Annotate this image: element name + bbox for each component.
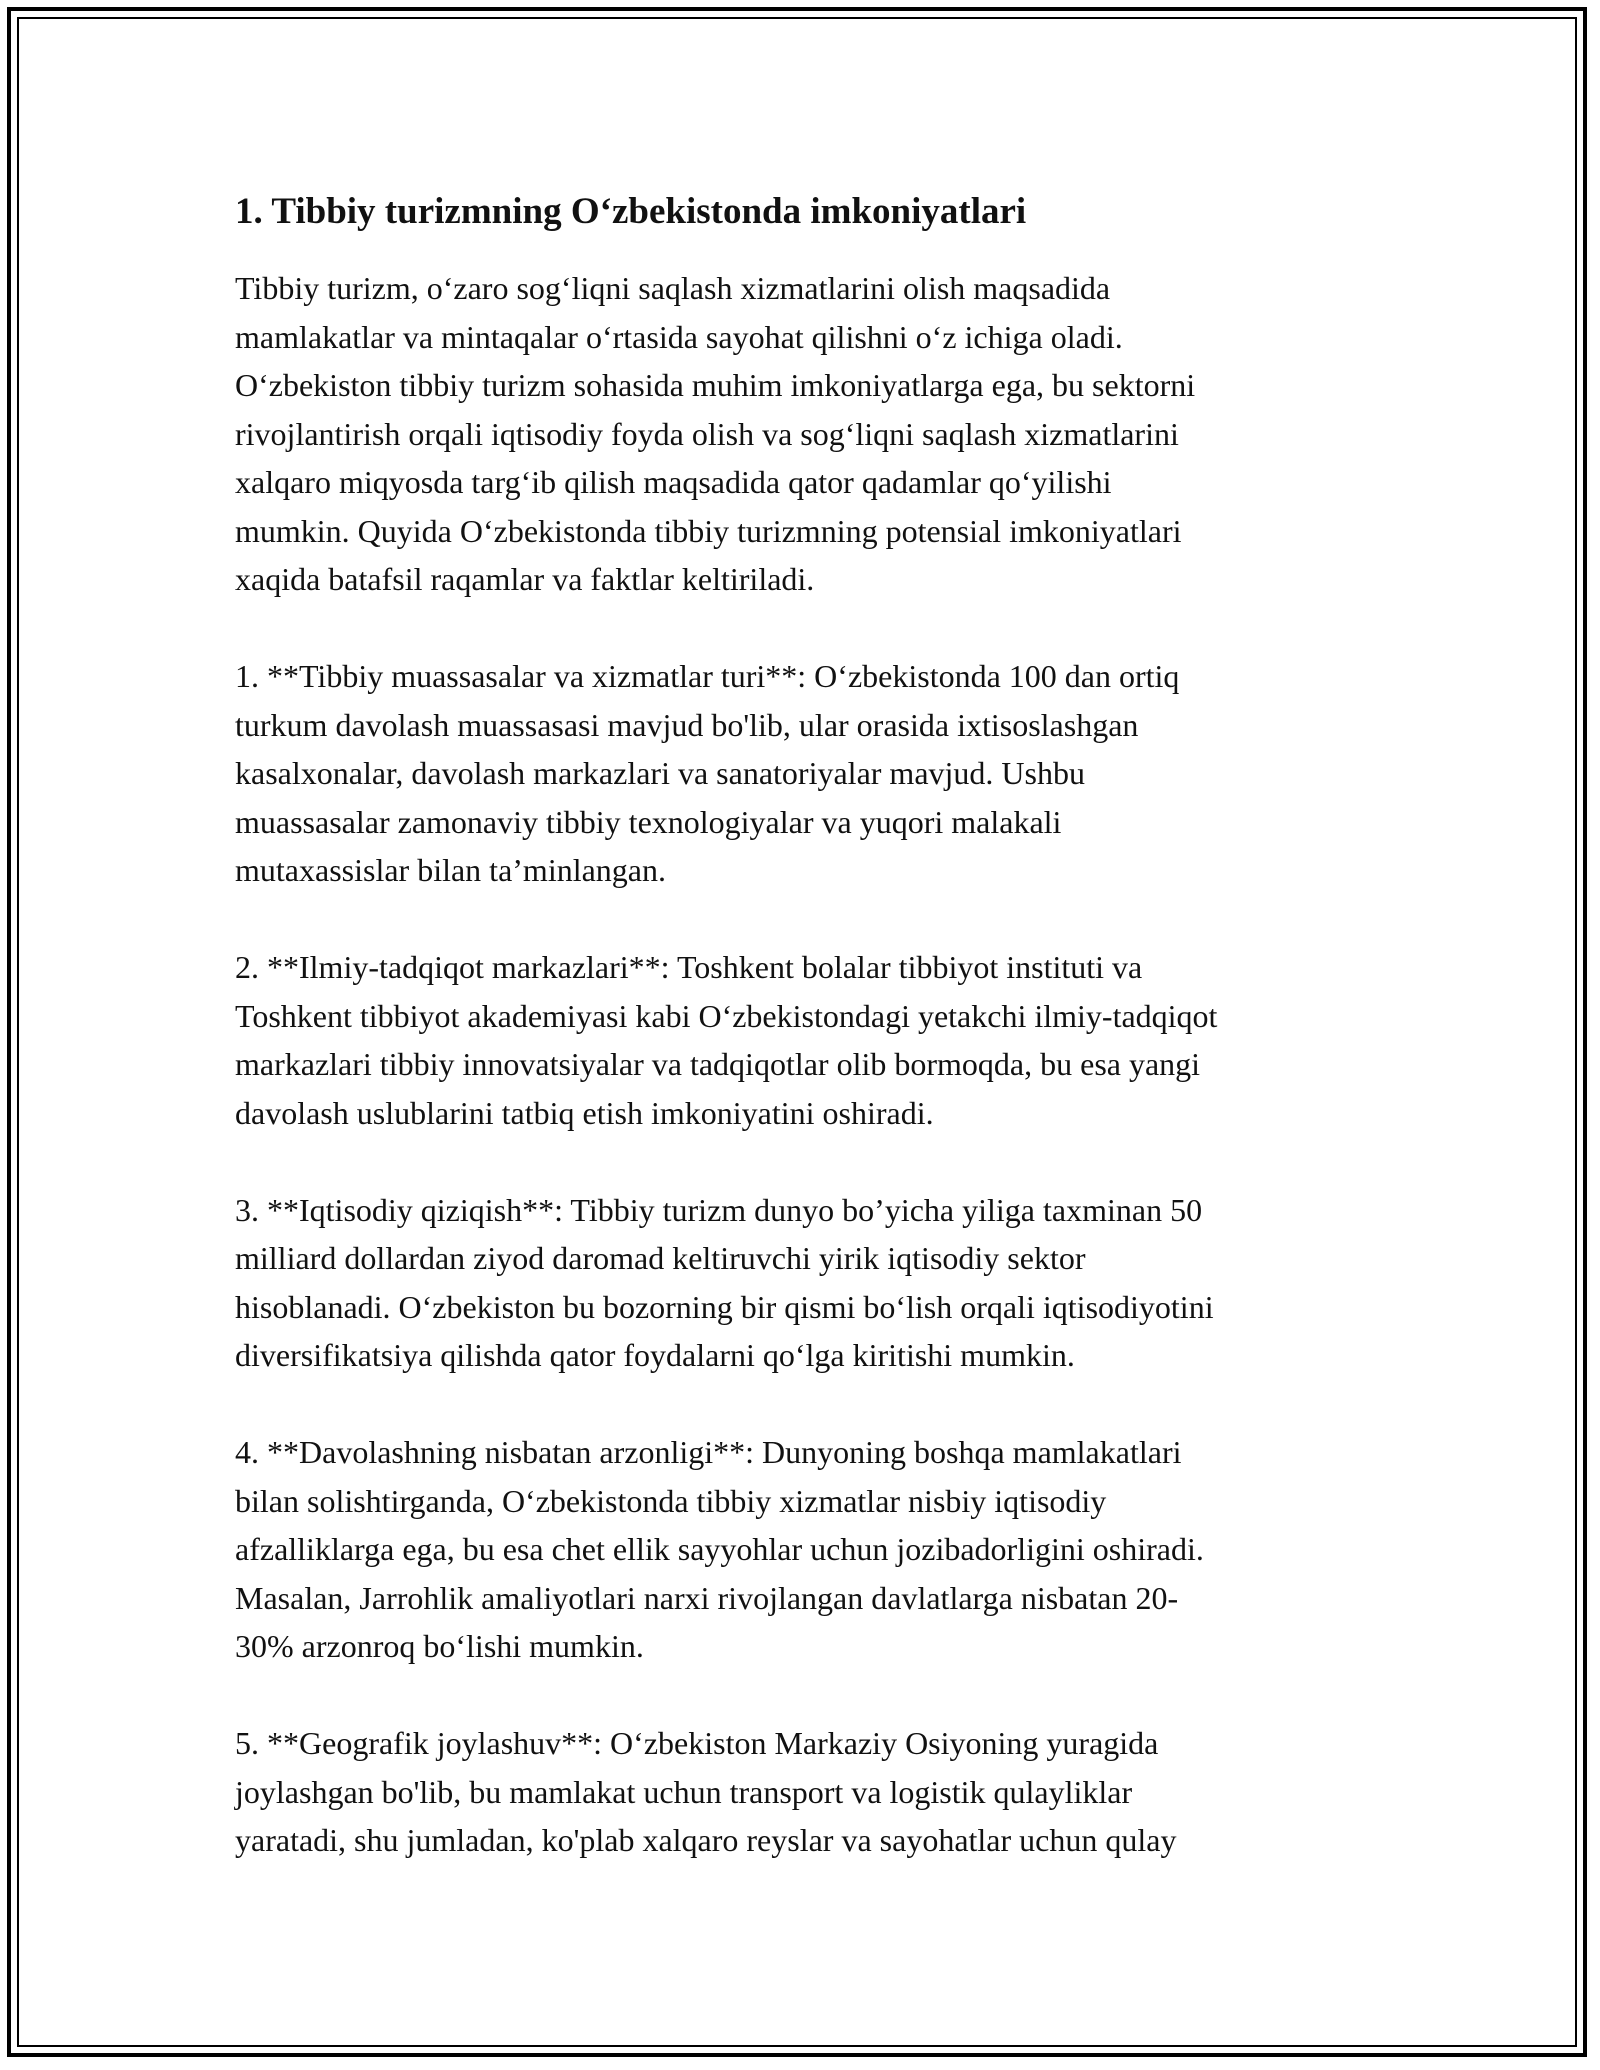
list-item-geographic-location	[235, 1719, 1385, 1865]
list-item-economic-interest	[235, 1186, 1385, 1380]
text-line: 5. **Geografik joylashuv**: O‘zbekiston Markaziy Osiyoning yuragida	[235, 1725, 1159, 1761]
text-line: mutaxassislar bilan ta’minlangan.	[235, 852, 666, 888]
text-line: 1. **Tibbiy muassasalar va xizmatlar turi**: O‘zbekistonda 100 dan ortiq	[235, 658, 1180, 694]
text-line: xalqaro miqyosda targ‘ib qilish maqsadida qator qadamlar qo‘yilishi	[235, 464, 1112, 500]
text-line: 4. **Davolashning nisbatan arzonligi**: Dunyoning boshqa mamlakatlari	[235, 1434, 1182, 1470]
text-line: mumkin. Quyida O‘zbekistonda tibbiy turizmning potensial imkoniyatlari	[235, 512, 1182, 549]
text-line: rivojlantirish orqali iqtisodiy foyda olish va sog‘liqni saqlash xizmatlarini	[235, 415, 1179, 452]
text-line: afzalliklarga ega, bu esa chet ellik sayyohlar uchun jozibadorligini oshiradi.	[235, 1531, 1204, 1567]
text-line: yaratadi, shu jumladan, ko'plab xalqaro reyslar va sayohatlar uchun qulay	[235, 1822, 1177, 1858]
text-line: O‘zbekiston tibbiy turizm sohasida muhim imkoniyatlarga ega, bu sektorni	[235, 367, 1196, 403]
text-line: kasalxonalar, davolash markazlari va sanatoriyalar mavjud. Ushbu	[235, 755, 1085, 791]
text-line: milliard dollardan ziyod daromad keltiruvchi yirik iqtisodiy sektor	[235, 1240, 1086, 1276]
text-line: davolash uslublarini tatbiq etish imkoniyatini oshiradi.	[235, 1094, 934, 1131]
text-line: 3. **Iqtisodiy qiziqish**: Tibbiy turizm dunyo bo’yicha yiliga taxminan 50	[235, 1191, 1203, 1228]
text-line: 30% arzonroq bo‘lishi mumkin.	[235, 1628, 644, 1664]
text-line: markazlari tibbiy innovatsiyalar va tadqiqotlar olib bormoqda, bu esa yangi	[235, 1046, 1201, 1082]
text-line: joylashgan bo'lib, bu mamlakat uchun transport va logistik qulayliklar	[235, 1773, 1133, 1810]
text-line: muassasalar zamonaviy tibbiy texnologiyalar va yuqori malakali	[235, 803, 1062, 840]
page-title: 1. Tibbiy turizmning O‘zbekistonda imkoniyatlari	[235, 191, 1027, 232]
document-body	[235, 186, 1385, 1865]
text-line: Masalan, Jarrohlik amaliyotlari narxi rivojlangan davlatlarga nisbatan 20-	[235, 1579, 1179, 1616]
text-line: Tibbiy turizm, o‘zaro sog‘liqni saqlash xizmatlarini olish maqsadida	[235, 270, 1111, 306]
text-line: xaqida batafsil raqamlar va faktlar keltiriladi.	[235, 561, 815, 597]
list-item-research-centers	[235, 943, 1385, 1137]
text-line: mamlakatlar va mintaqalar o‘rtasida sayohat qilishni o‘z ichiga oladi.	[235, 318, 1123, 355]
intro-paragraph	[235, 264, 1385, 604]
text-line: hisoblanadi. O‘zbekiston bu bozorning bir qismi bo‘lish orqali iqtisodiyotini	[235, 1288, 1214, 1325]
text-line: Toshkent tibbiyot akademiyasi kabi O‘zbekistondagi yetakchi ilmiy-tadqiqot	[235, 997, 1218, 1034]
text-line: 2. **Ilmiy-tadqiqot markazlari**: Toshkent bolalar tibbiyot instituti va	[235, 949, 1143, 985]
text-line: diversifikatsiya qilishda qator foydalarni qo‘lga kiritishi mumkin.	[235, 1337, 1075, 1373]
list-item-affordability	[235, 1428, 1385, 1671]
list-item-medical-facilities	[235, 652, 1385, 895]
text-line: bilan solishtirganda, O‘zbekistonda tibbiy xizmatlar nisbiy iqtisodiy	[235, 1482, 1107, 1519]
text-line: turkum davolash muassasasi mavjud bo'lib, ular orasida ixtisoslashgan	[235, 706, 1139, 743]
